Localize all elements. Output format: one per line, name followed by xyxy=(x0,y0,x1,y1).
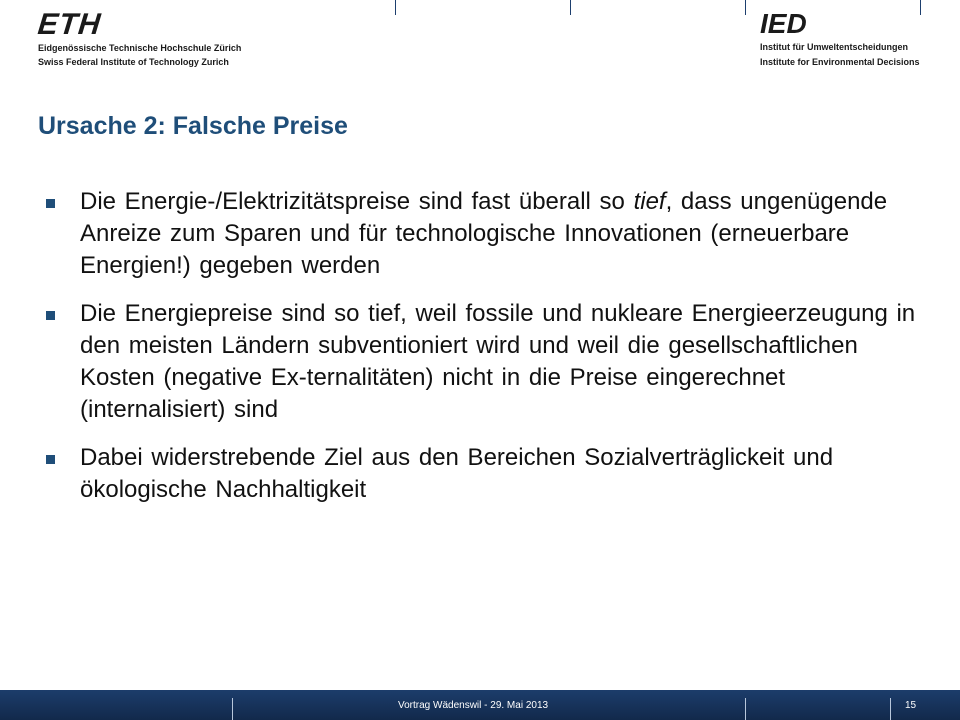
header-divider xyxy=(920,0,921,15)
bullet-item xyxy=(38,442,918,506)
square-bullet-icon xyxy=(46,199,55,208)
header-divider xyxy=(745,0,746,15)
header-divider xyxy=(570,0,571,15)
eth-name-en: Swiss Federal Institute of Technology Zurich xyxy=(38,57,229,67)
ied-name-de: Institut für Umweltentscheidungen xyxy=(760,42,909,52)
bullet-item xyxy=(38,186,918,282)
slide-title: Ursache 2: Falsche Preise xyxy=(38,112,348,140)
bullet-list xyxy=(38,186,918,522)
bullet-text: Dabei widerstrebende Ziel aus den Bereichen Sozialverträglickeit und ökologische Nachhaltigkeit xyxy=(80,444,834,503)
ied-name-en: Institute for Environmental Decisions xyxy=(760,57,920,67)
footer-event: Vortrag Wädenswil - 29. Mai 2013 xyxy=(398,700,549,711)
bullet-text: Die Energie-/Elektrizitätspreise sind fast überall so tief, dass ungenügende Anreize zum Sparen und für technologische Innovationen (erneuerbare Energien!) gegeben werden xyxy=(80,188,888,279)
eth-name-de: Eidgenössische Technische Hochschule Zürich xyxy=(38,43,242,53)
bullet-text: Die Energiepreise sind so tief, weil fossile und nukleare Energieerzeugung in den meisten Ländern subventioniert wird und weil die gesellschaftlichen Kosten (negative Ex-ternalitäten) nicht in die Preise eingerechnet (internalisiert) sind xyxy=(80,300,916,423)
page-number: 15 xyxy=(905,700,917,711)
footer-divider xyxy=(232,698,233,720)
eth-wordmark: ETH xyxy=(36,8,103,41)
ied-wordmark: IED xyxy=(760,8,807,39)
footer-divider xyxy=(745,698,746,720)
header-divider xyxy=(395,0,396,15)
ied-logo xyxy=(760,10,920,68)
footer-bar xyxy=(0,690,960,720)
square-bullet-icon xyxy=(46,455,55,464)
eth-logo xyxy=(38,10,241,68)
footer-divider xyxy=(890,698,891,720)
square-bullet-icon xyxy=(46,311,55,320)
bullet-item xyxy=(38,298,918,426)
